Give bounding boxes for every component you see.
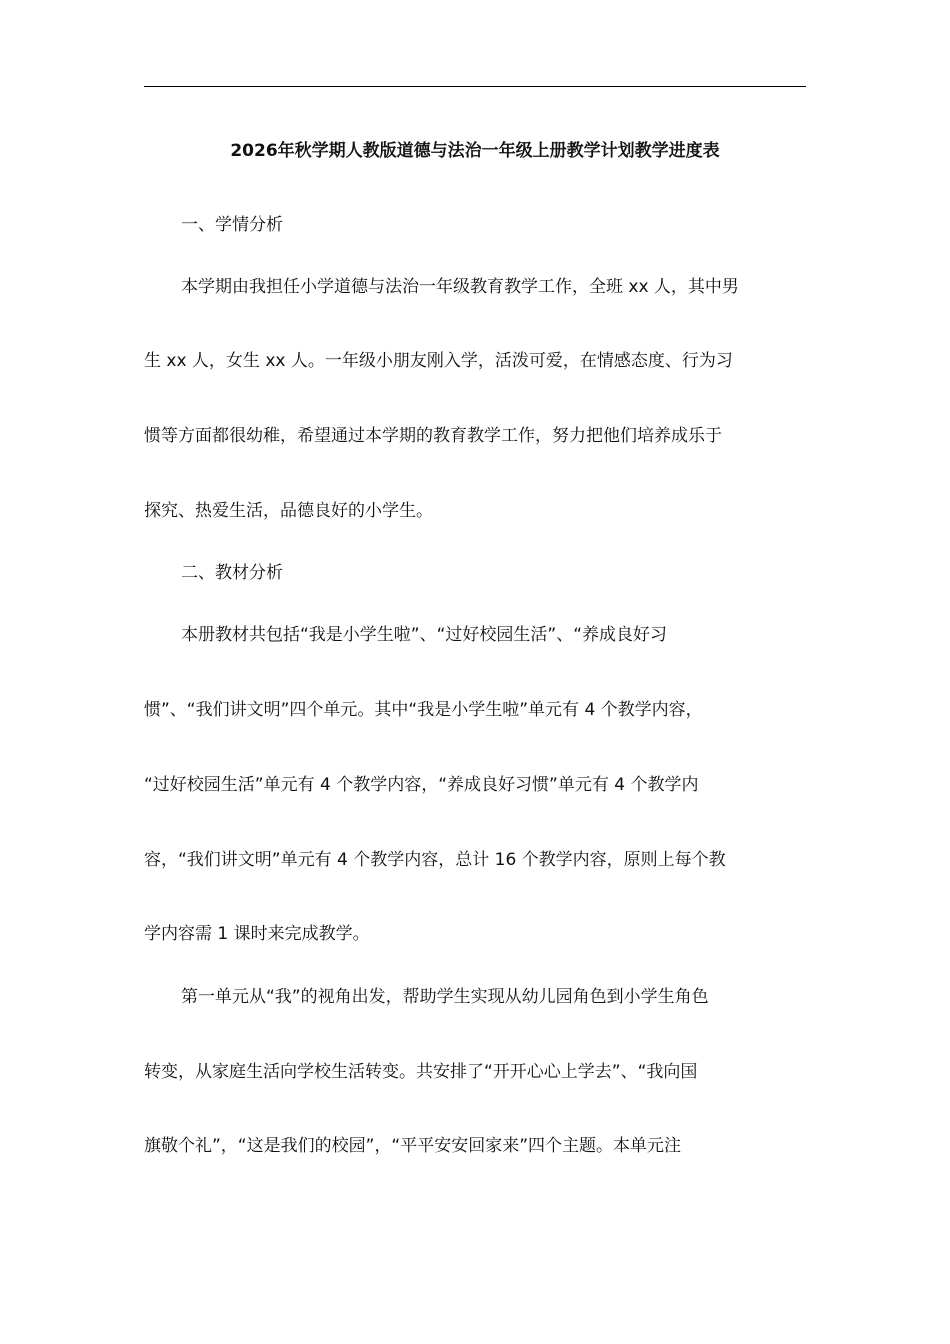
paragraph-line: 第一单元从“我”的视角出发，帮助学生实现从幼儿园角色到小学生角色 bbox=[181, 987, 709, 1007]
paragraph-line: 学内容需 1 课时来完成教学。 bbox=[144, 924, 370, 944]
paragraph-line: 生 xx 人，女生 xx 人。一年级小朋友刚入学，活泼可爱，在情感态度、行为习 bbox=[144, 351, 733, 371]
document-title: 2026年秋学期人教版道德与法治一年级上册教学计划教学进度表 bbox=[230, 141, 720, 161]
paragraph-line: 探究、热爱生活，品德良好的小学生。 bbox=[144, 501, 433, 521]
paragraph-line: 本册教材共包括“我是小学生啦”、“过好校园生活”、“养成良好习 bbox=[181, 625, 668, 645]
paragraph-line: 容，“我们讲文明”单元有 4 个教学内容，总计 16 个教学内容，原则上每个教 bbox=[144, 850, 726, 870]
paragraph-line: 旗敬个礼”，“这是我们的校园”，“平平安安回家来”四个主题。本单元注 bbox=[144, 1136, 682, 1156]
paragraph-line: 转变，从家庭生活向学校生活转变。共安排了“开开心心上学去”、“我向国 bbox=[144, 1062, 698, 1082]
paragraph-line: 本学期由我担任小学道德与法治一年级教育教学工作，全班 xx 人，其中男 bbox=[181, 277, 739, 297]
header-rule bbox=[144, 86, 806, 87]
section-heading-textbook-analysis: 二、教材分析 bbox=[181, 563, 283, 583]
section-heading-learning-analysis: 一、学情分析 bbox=[181, 215, 283, 235]
paragraph-line: 惯”、“我们讲文明”四个单元。其中“我是小学生啦”单元有 4 个教学内容， bbox=[144, 700, 703, 720]
paragraph-line: 惯等方面都很幼稚，希望通过本学期的教育教学工作，努力把他们培养成乐于 bbox=[144, 426, 722, 446]
paragraph-line: “过好校园生活”单元有 4 个教学内容，“养成良好习惯”单元有 4 个教学内 bbox=[144, 775, 699, 795]
